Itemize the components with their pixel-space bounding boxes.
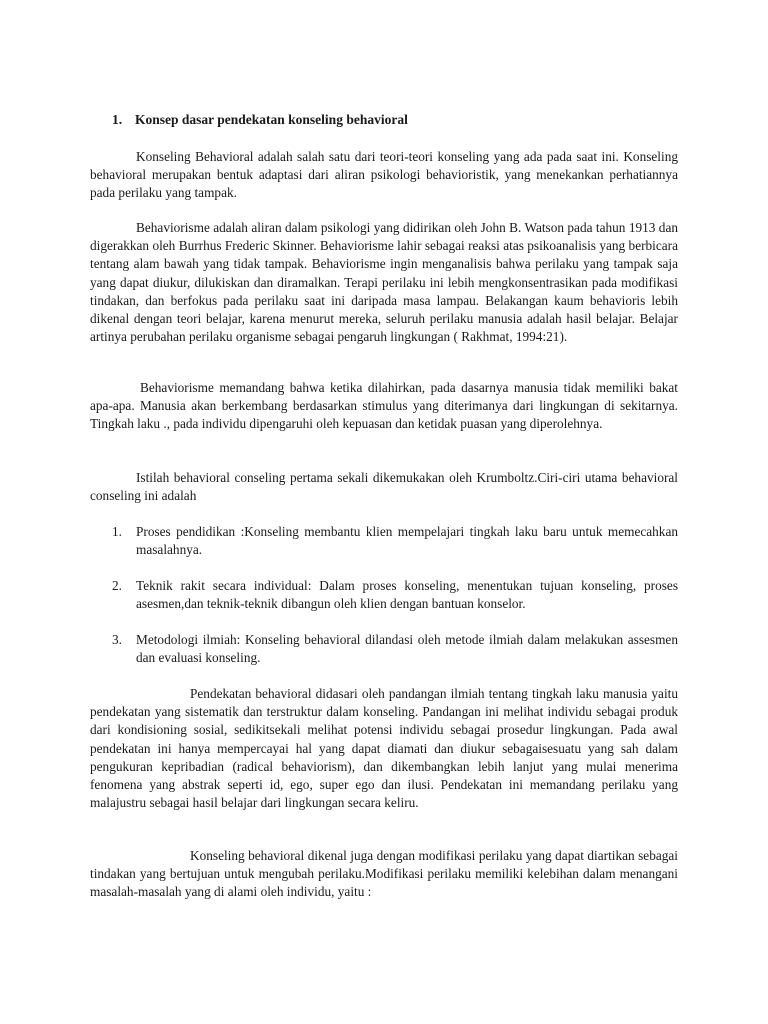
paragraph-konseling-behavioral: Konseling Behavioral adalah salah satu dari teori-teori konseling yang ada pada saat ini. Konseling behavioral merupakan bentuk adaptasi dari aliran psikologi behavioristik, yang menekankan perhatiannya pada perilaku yang tampak.	[90, 149, 678, 201]
list-item-text: Metodologi ilmiah: Konseling behavioral dilandasi oleh metode ilmiah dalam melakukan assesmen dan evaluasi konseling.	[136, 632, 678, 666]
paragraph-pendekatan-behavioral: Pendekatan behavioral didasari oleh pandangan ilmiah tentang tingkah laku manusia yaitu pendekatan yang sistematik dan terstruktur dalam konseling. Pandangan ini melihat individu sebagai produk dari kondisioning sosial, sedikitsekali melihat potensi individu sebagai prosedur lingkungan. Pada awal pendekatan ini hanya mempercayai hal yang dapat diamati dan diukur sebagaisesuatu yang sah dalam pengukuran kepribadian (radical behaviorism), dan dikembangkan lebih lanjut yang mulai menerima fenomena yang abstrak seperti id, ego, super ego dan ilusi. Pendekatan ini memandang perilaku yang malajustru sebagai hasil belajar dari lingkungan secara keliru.	[90, 686, 678, 811]
list-item-text: Proses pendidikan :Konseling membantu klien mempelajari tingkah laku baru untuk memecahkan masalahnya.	[136, 524, 678, 558]
list-item	[112, 523, 678, 559]
list-item-number: 3.	[112, 632, 122, 647]
section-heading	[112, 111, 672, 129]
section-number: 1.	[112, 112, 123, 127]
list-item-text: Teknik rakit secara individual: Dalam proses konseling, menentukan tujuan konseling, proses asesmen,dan teknik-teknik dibangun oleh klien dengan bantuan konselor.	[136, 578, 678, 612]
list-item-number: 2.	[112, 578, 122, 593]
paragraph-modifikasi-perilaku: Konseling behavioral dikenal juga dengan modifikasi perilaku yang dapat diartikan sebagai tindakan yang bertujuan untuk mengubah perilaku.Modifikasi perilaku memiliki kelebihan dalam menangani masalah-masalah yang di alami oleh individu, yaitu :	[90, 848, 678, 900]
paragraph-behaviorisme: Behaviorisme adalah aliran dalam psikologi yang didirikan oleh John B. Watson pada tahun 1913 dan digerakkan oleh Burrhus Frederic Skinner. Behaviorisme lahir sebagai reaksi atas psikoanalisis yang berbicara tentang alam bawah yang tidak tampak. Behaviorisme ingin menganalisis bahwa perilaku yang tampak saja yang dapat diukur, dilukiskan dan diramalkan. Terapi perilaku ini lebih mengkonsentrasikan pada modifikasi tindakan, dan berfokus pada perilaku saat ini daripada masa lampau. Belakangan kaum behavioris lebih dikenal dengan teori belajar, karena menurut mereka, seluruh perilaku manusia adalah hasil belajar. Belajar artinya perubahan perilaku organisme sebagai pengaruh lingkungan ( Rakhmat, 1994:21).	[90, 220, 678, 345]
section-title: Konsep dasar pendekatan konseling behavioral	[135, 112, 408, 127]
list-item-number: 1.	[112, 524, 122, 539]
list-item	[112, 577, 678, 613]
paragraph-behaviorisme-memandang: Behaviorisme memandang bahwa ketika dilahirkan, pada dasarnya manusia tidak memiliki bakat apa-apa. Manusia akan berkembang berdasarkan stimulus yang diterimanya dari lingkungan di sekitarnya. Tingkah laku ., pada individu dipengaruhi oleh kepuasan dan ketidak puasan yang diperolehnya.	[90, 380, 678, 432]
list-item	[112, 631, 678, 667]
paragraph-istilah-behavioral: Istilah behavioral conseling pertama sekali dikemukakan oleh Krumboltz.Ciri-ciri utama behavioral conseling ini adalah	[90, 470, 678, 504]
